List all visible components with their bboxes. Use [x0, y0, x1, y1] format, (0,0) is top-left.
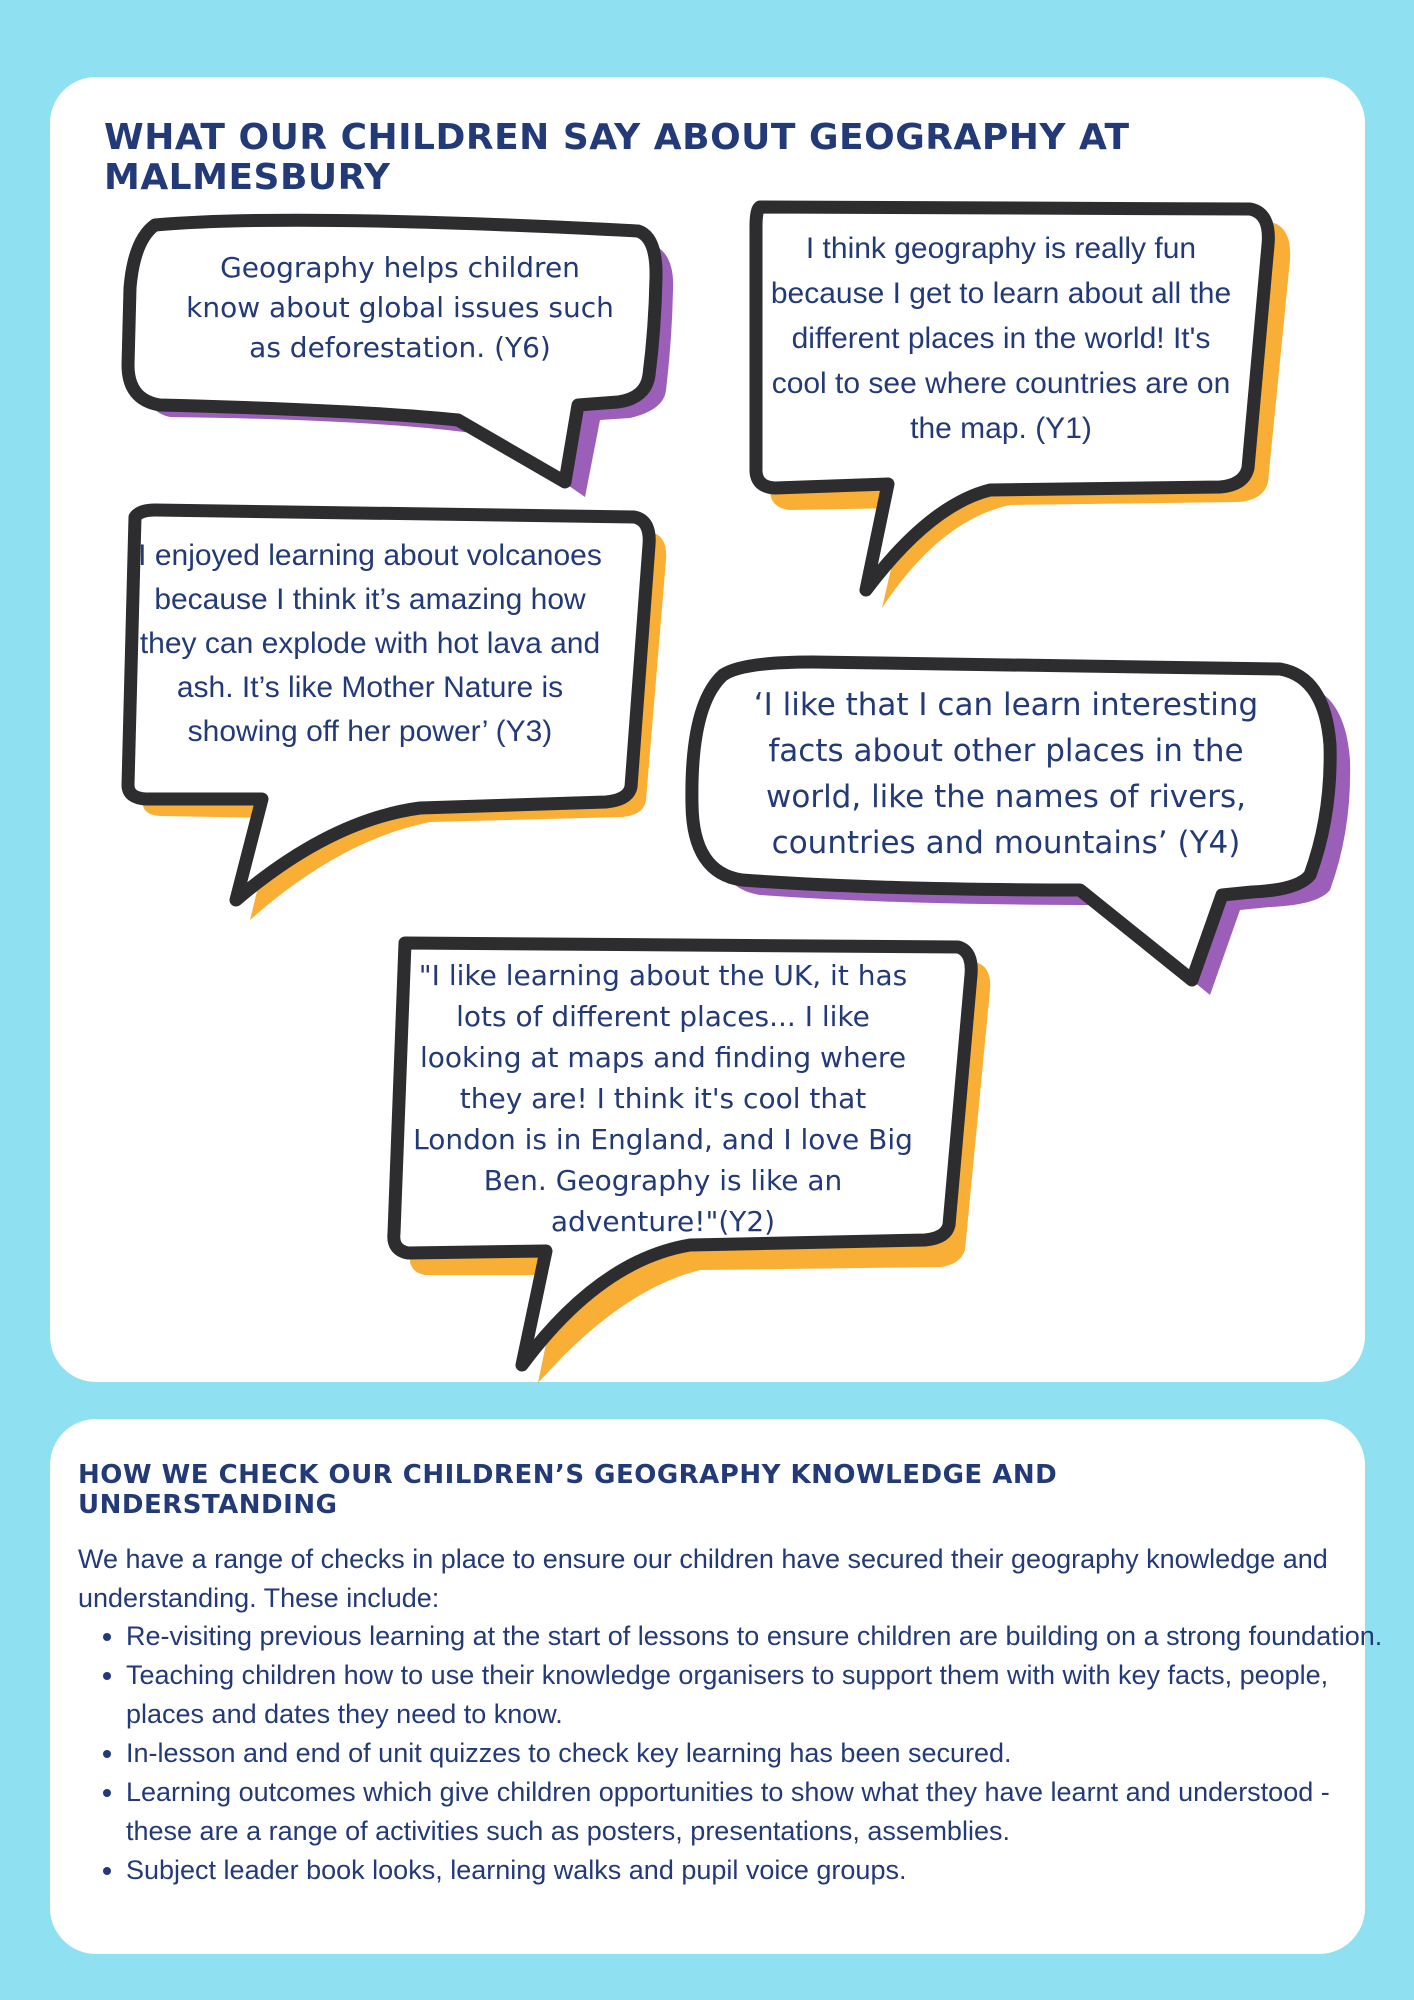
quote-y3: I enjoyed learning about volcanoes because I think it’s amazing how they can explode with hot lava and ash. It’s like Mother Nature is showing off her power’ (Y3): [138, 539, 602, 748]
checks-intro: We have a range of checks in place to ensure our children have secured their geography knowledge and understanding. These include:: [78, 1544, 1328, 1613]
list-item: • Learning outcomes which give children opportunities to show what they have learnt and understood - these are a range of activities such as posters, presentations, assemblies.: [126, 1773, 1386, 1851]
list-item: • Subject leader book looks, learning walks and pupil voice groups.: [126, 1851, 1386, 1890]
quote-y4: ‘I like that I can learn interesting facts about other places in the world, like the names of rivers, countries and mountains’ (Y4): [753, 687, 1259, 861]
checks-list: [78, 1617, 1386, 1890]
list-item: • Re-visiting previous learning at the start of lessons to ensure children are building on a strong foundation.: [126, 1617, 1386, 1656]
quote-y6: Geography helps children know about global issues such as deforestation. (Y6): [186, 251, 614, 364]
page-title: WHAT OUR CHILDREN SAY ABOUT GEOGRAPHY AT MALMESBURY: [104, 117, 1130, 198]
list-item: • Teaching children how to use their knowledge organisers to support them with with key facts, people, places and dates they need to know.: [126, 1656, 1386, 1734]
checks-title: HOW WE CHECK OUR CHILDREN’S GEOGRAPHY KNOWLEDGE AND UNDERSTANDING: [78, 1460, 1058, 1520]
list-item: • In-lesson and end of unit quizzes to check key learning has been secured.: [126, 1734, 1386, 1773]
quote-y2: "I like learning about the UK, it has lots of different places... I like looking at maps and finding where they are! I think it's cool that London is in England, and I love Big Ben. Geography is like an adventure!"(Y2): [413, 959, 913, 1238]
quote-y1: I think geography is really fun because I get to learn about all the different places in the world! It's cool to see where countries are on the map. (Y1): [770, 232, 1232, 445]
